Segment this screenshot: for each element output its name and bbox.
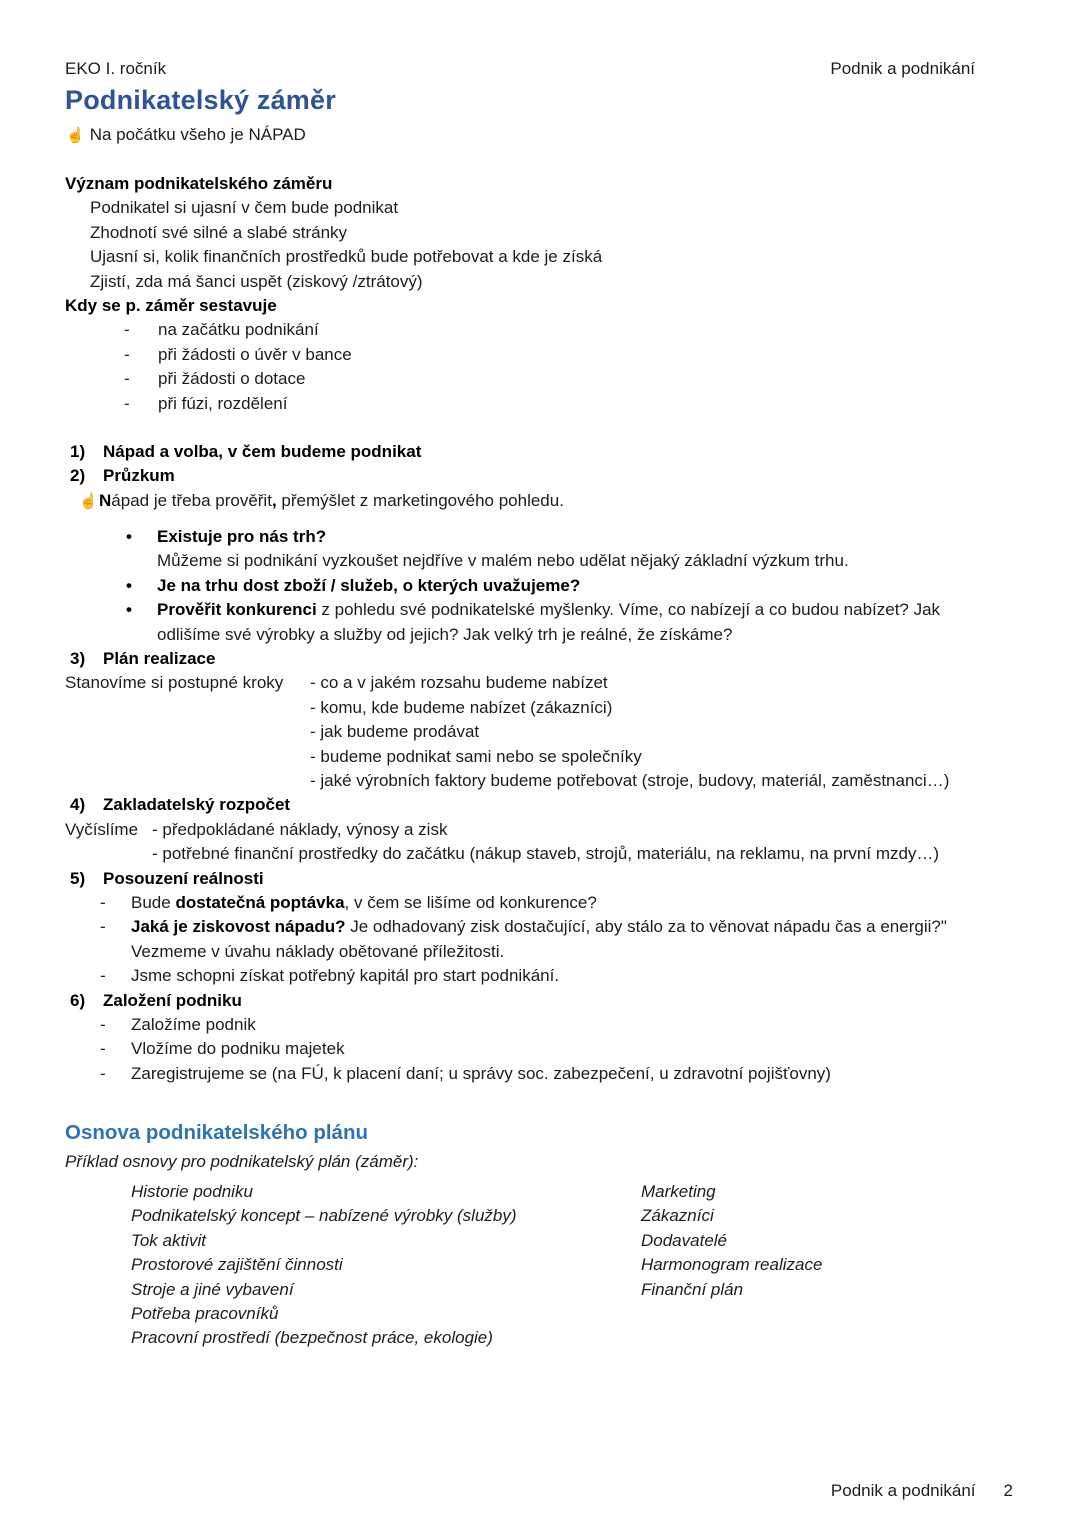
page-title: Podnikatelský záměr bbox=[65, 85, 336, 115]
tagline-text: Na počátku všeho je NÁPAD bbox=[89, 125, 306, 144]
text-line: Zhodnotí své silné a slabé stránky bbox=[90, 222, 348, 242]
text-line: Můžeme si podnikání vyzkoušet nejdříve v malém nebo udělat nějaký základní výzkum trhu. bbox=[157, 551, 849, 571]
text-line: - Založíme podnik bbox=[100, 1014, 256, 1034]
text-line: - Jsme schopni získat potřebný kapitál pro start podnikání. bbox=[100, 966, 560, 986]
pointing-hand-icon: ☝ bbox=[79, 492, 98, 510]
text-line: Historie podniku Marketing bbox=[131, 1182, 716, 1201]
text-line: • Existuje pro nás trh? bbox=[126, 527, 327, 547]
text-line: 3) Plán realizace bbox=[70, 649, 216, 669]
text-line: 4) Zakladatelský rozpočet bbox=[70, 795, 291, 815]
text-line: Stroje a jiné vybavení Finanční plán bbox=[131, 1279, 744, 1299]
text-line: - Bude dostatečná poptávka, v čem se lišíme od konkurence? bbox=[100, 892, 597, 912]
text-line: - při fúzi, rozdělení bbox=[124, 393, 288, 413]
text-line: - komu, kde budeme nabízet (zákazníci) bbox=[310, 697, 613, 717]
page-number: 2 bbox=[1003, 1481, 1013, 1500]
text-line: 2) Průzkum bbox=[70, 466, 175, 486]
page-footer bbox=[831, 1479, 1013, 1503]
text-line: Kdy se p. záměr sestavuje bbox=[65, 295, 277, 315]
text-line: - Jaká je ziskovost nápadu? Je odhadovaný zisk dostačující, aby stálo za to věnovat nápadu čas a energii?" bbox=[100, 917, 947, 937]
text-line: Podnikatel si ujasní v čem bude podnikat bbox=[90, 198, 399, 218]
osnova-intro: Příklad osnovy pro podnikatelský plán (záměr): bbox=[65, 1152, 419, 1171]
text-line: - potřebné finanční prostředky do začátku (nákup staveb, strojů, materiálu, na reklamu, na první mzdy…) bbox=[152, 844, 940, 864]
footer-topic-label: Podnik a podnikání bbox=[830, 1481, 976, 1500]
text-line: - na začátku podnikání bbox=[124, 320, 319, 340]
text-line: Podnikatelský koncept – nabízené výrobky (služby) Zákazníci bbox=[131, 1206, 714, 1226]
text-line: Vezmeme v úvahu náklady obětované příležitosti. bbox=[131, 941, 505, 961]
text-line: 1) Nápad a volba, v čem budeme podnikat bbox=[70, 441, 422, 461]
text-line: - Zaregistrujeme se (na FÚ, k placení daní; u správy soc. zabezpečení, u zdravotní pojišťovny) bbox=[100, 1063, 831, 1083]
text-line: - při žádosti o dotace bbox=[124, 369, 306, 389]
text-line: - budeme podnikat sami nebo se společníky bbox=[310, 746, 642, 766]
text-line: • Je na trhu dost zboží / služeb, o kterých uvažujeme? bbox=[126, 575, 581, 595]
text-line: Prostorové zajištění činnosti Harmonogram realizace bbox=[131, 1255, 823, 1275]
osnova-lines bbox=[0, 1180, 1080, 1351]
header-course-label: EKO I. ročník bbox=[65, 59, 167, 78]
tagline bbox=[66, 123, 306, 148]
header-topic-label: Podnik a podnikání bbox=[830, 59, 975, 78]
text-line: odlišíme své výrobky a služby od jejich? Jak velký trh je reálné, že získáme? bbox=[157, 624, 733, 644]
text-line: - jaké výrobních faktory budeme potřebovat (stroje, budovy, materiál, zaměstnanci…) bbox=[310, 770, 950, 790]
text-line: Zjistí, zda má šanci uspět (ziskový /ztrátový) bbox=[90, 271, 423, 291]
text-line: Vyčíslíme - předpokládané náklady, výnosy a zisk bbox=[65, 819, 448, 839]
text-line: Pracovní prostředí (bezpečnost práce, ekologie) bbox=[131, 1328, 493, 1348]
text-line: Stanovíme si postupné kroky - co a v jakém rozsahu budeme nabízet bbox=[65, 673, 608, 693]
document-body-lines bbox=[0, 148, 1080, 1086]
text-line: Význam podnikatelského záměru bbox=[65, 174, 333, 193]
text-line: Tok aktivit Dodavatelé bbox=[131, 1230, 728, 1250]
text-line: ☝ Nápad je třeba prověřit, přemýšlet z marketingového pohledu. bbox=[79, 490, 564, 510]
text-line: - jak budeme prodávat bbox=[310, 722, 480, 742]
text-line: 5) Posouzení reálnosti bbox=[70, 868, 264, 888]
text-line: • Prověřit konkurenci z pohledu své podnikatelské myšlenky. Víme, co nabízejí a co budou nabízet? Jak bbox=[126, 600, 941, 620]
text-line: - Vložíme do podniku majetek bbox=[100, 1039, 345, 1059]
section-heading-osnova: Osnova podnikatelského plánu bbox=[65, 1121, 369, 1144]
text-line: - při žádosti o úvěr v bance bbox=[124, 344, 352, 364]
page-header bbox=[65, 58, 975, 80]
text-line: Ujasní si, kolik finančních prostředků bude potřebovat a kde je získá bbox=[90, 247, 603, 267]
text-line: Potřeba pracovníků bbox=[131, 1303, 279, 1323]
pointing-hand-icon: ☝ bbox=[66, 127, 85, 144]
text-line: 6) Založení podniku bbox=[70, 990, 242, 1010]
